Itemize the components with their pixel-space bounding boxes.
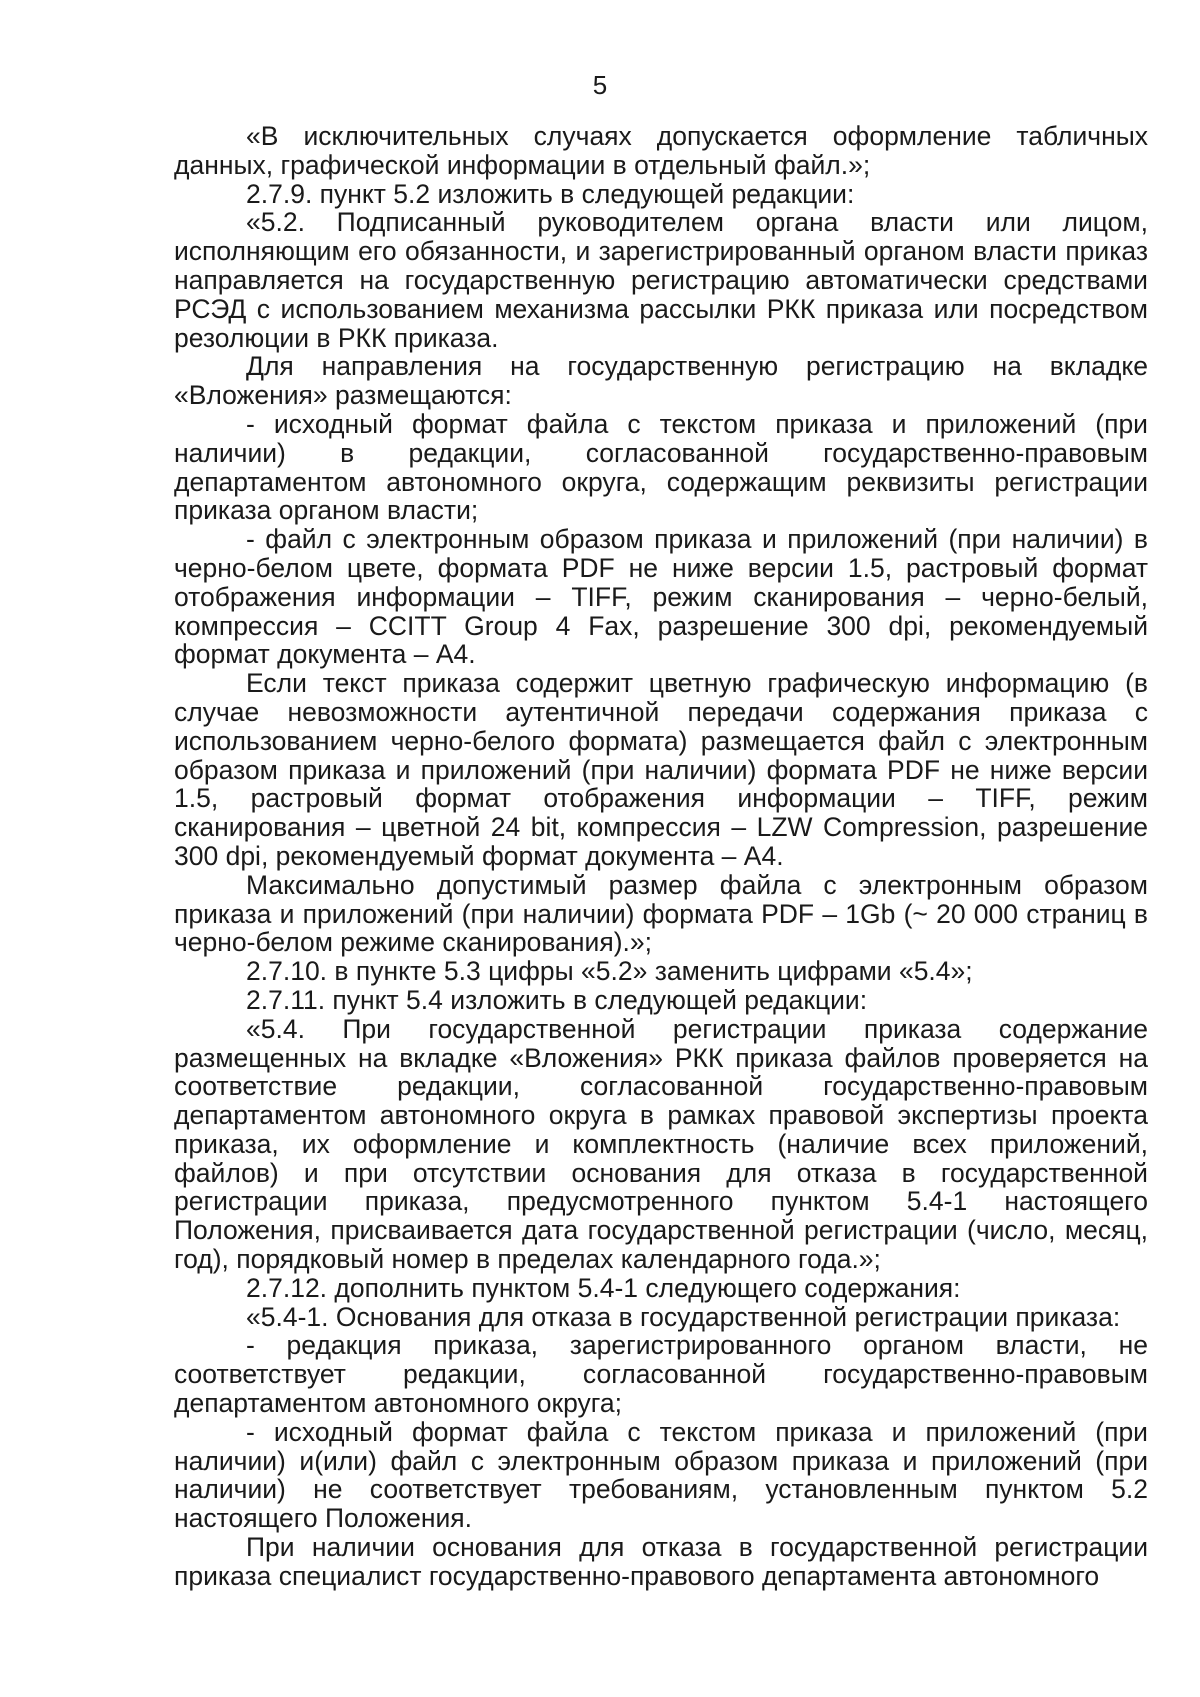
- paragraph: «5.4. При государственной регистрации приказа содержание размещенных на вкладке «Вложения» РКК приказа файлов проверяется на соответствие редакции, согласованной государственно-правовым департаментом автономного округа в рамках правовой экспертизы проекта приказа, их оформление и комплектность (наличие всех приложений, файлов) и при отсутствии основания для отказа в государственной регистрации приказа, предусмотренного пунктом 5.4-1 настоящего Положения, присваивается дата государственной регистрации (число, месяц, год), порядковый номер в пределах календарного года.»;: [174, 1013, 1148, 1275]
- paragraph: Максимально допустимый размер файла с электронным образом приказа и приложений (при наличии) формата PDF – 1Gb (~ 20 000 страниц в черно-белом режиме сканирования).»;: [174, 869, 1148, 958]
- paragraph: - файл с электронным образом приказа и приложений (при наличии) в черно-белом цвете, формата PDF не ниже версии 1.5, растровый формат отображения информации – TIFF, режим сканирования – черно-белый, компрессия – CCITT Group 4 Fax, разрешение 300 dpi, рекомендуемый формат документа – А4.: [174, 524, 1148, 670]
- paragraph: Если текст приказа содержит цветную графическую информацию (в случае невозможности аутентичной передачи содержания приказа с использованием черно-белого формата) размещается файл с электронным образом приказа и приложений (при наличии) формата PDF не ниже версии 1.5, растровый формат отображения информации – TIFF, режим сканирования – цветной 24 bit, компрессия – LZW Compression, разрешение 300 dpi, рекомендуемый формат документа – А4.: [174, 668, 1148, 871]
- paragraph: 2.7.9. пункт 5.2 изложить в следующей редакции:: [246, 178, 855, 209]
- paragraph: 2.7.12. дополнить пунктом 5.4-1 следующего содержания:: [246, 1272, 961, 1303]
- paragraph: - исходный формат файла с текстом приказа и приложений (при наличии) в редакции, согласованной государственно-правовым департаментом автономного округа, содержащим реквизиты регистрации приказа органом власти;: [174, 408, 1148, 526]
- paragraph: 2.7.10. в пункте 5.3 цифры «5.2» заменить цифрами «5.4»;: [246, 956, 973, 987]
- paragraph: При наличии основания для отказа в государственной регистрации приказа специалист государственно-правового департамента автономного: [174, 1532, 1148, 1591]
- document-body: [174, 122, 1148, 1591]
- paragraph: - редакция приказа, зарегистрированного органом власти, не соответствует редакции, согласованной государственно-правовым департаментом автономного округа;: [174, 1330, 1148, 1419]
- page-number: 5: [592, 70, 608, 100]
- paragraph: - исходный формат файла с текстом приказа и приложений (при наличии) и(или) файл с электронным образом приказа и приложений (при наличии) не соответствует требованиям, установленным пунктом 5.2 настоящего Положения.: [174, 1416, 1148, 1534]
- paragraph: «5.2. Подписанный руководителем органа власти или лицом, исполняющим его обязанности, и зарегистрированный органом власти приказ направляется на государственную регистрацию автоматически средствами РСЭД с использованием механизма рассылки РКК приказа или посредством резолюции в РКК приказа.: [174, 207, 1148, 353]
- paragraph: 2.7.11. пункт 5.4 изложить в следующей редакции:: [246, 984, 868, 1015]
- paragraph: «5.4-1. Основания для отказа в государственной регистрации приказа:: [246, 1301, 1121, 1332]
- paragraph: Для направления на государственную регистрацию на вкладке «Вложения» размещаются:: [174, 351, 1148, 411]
- paragraph: «В исключительных случаях допускается оформление табличных данных, графической информации в отдельный файл.»;: [174, 121, 1148, 180]
